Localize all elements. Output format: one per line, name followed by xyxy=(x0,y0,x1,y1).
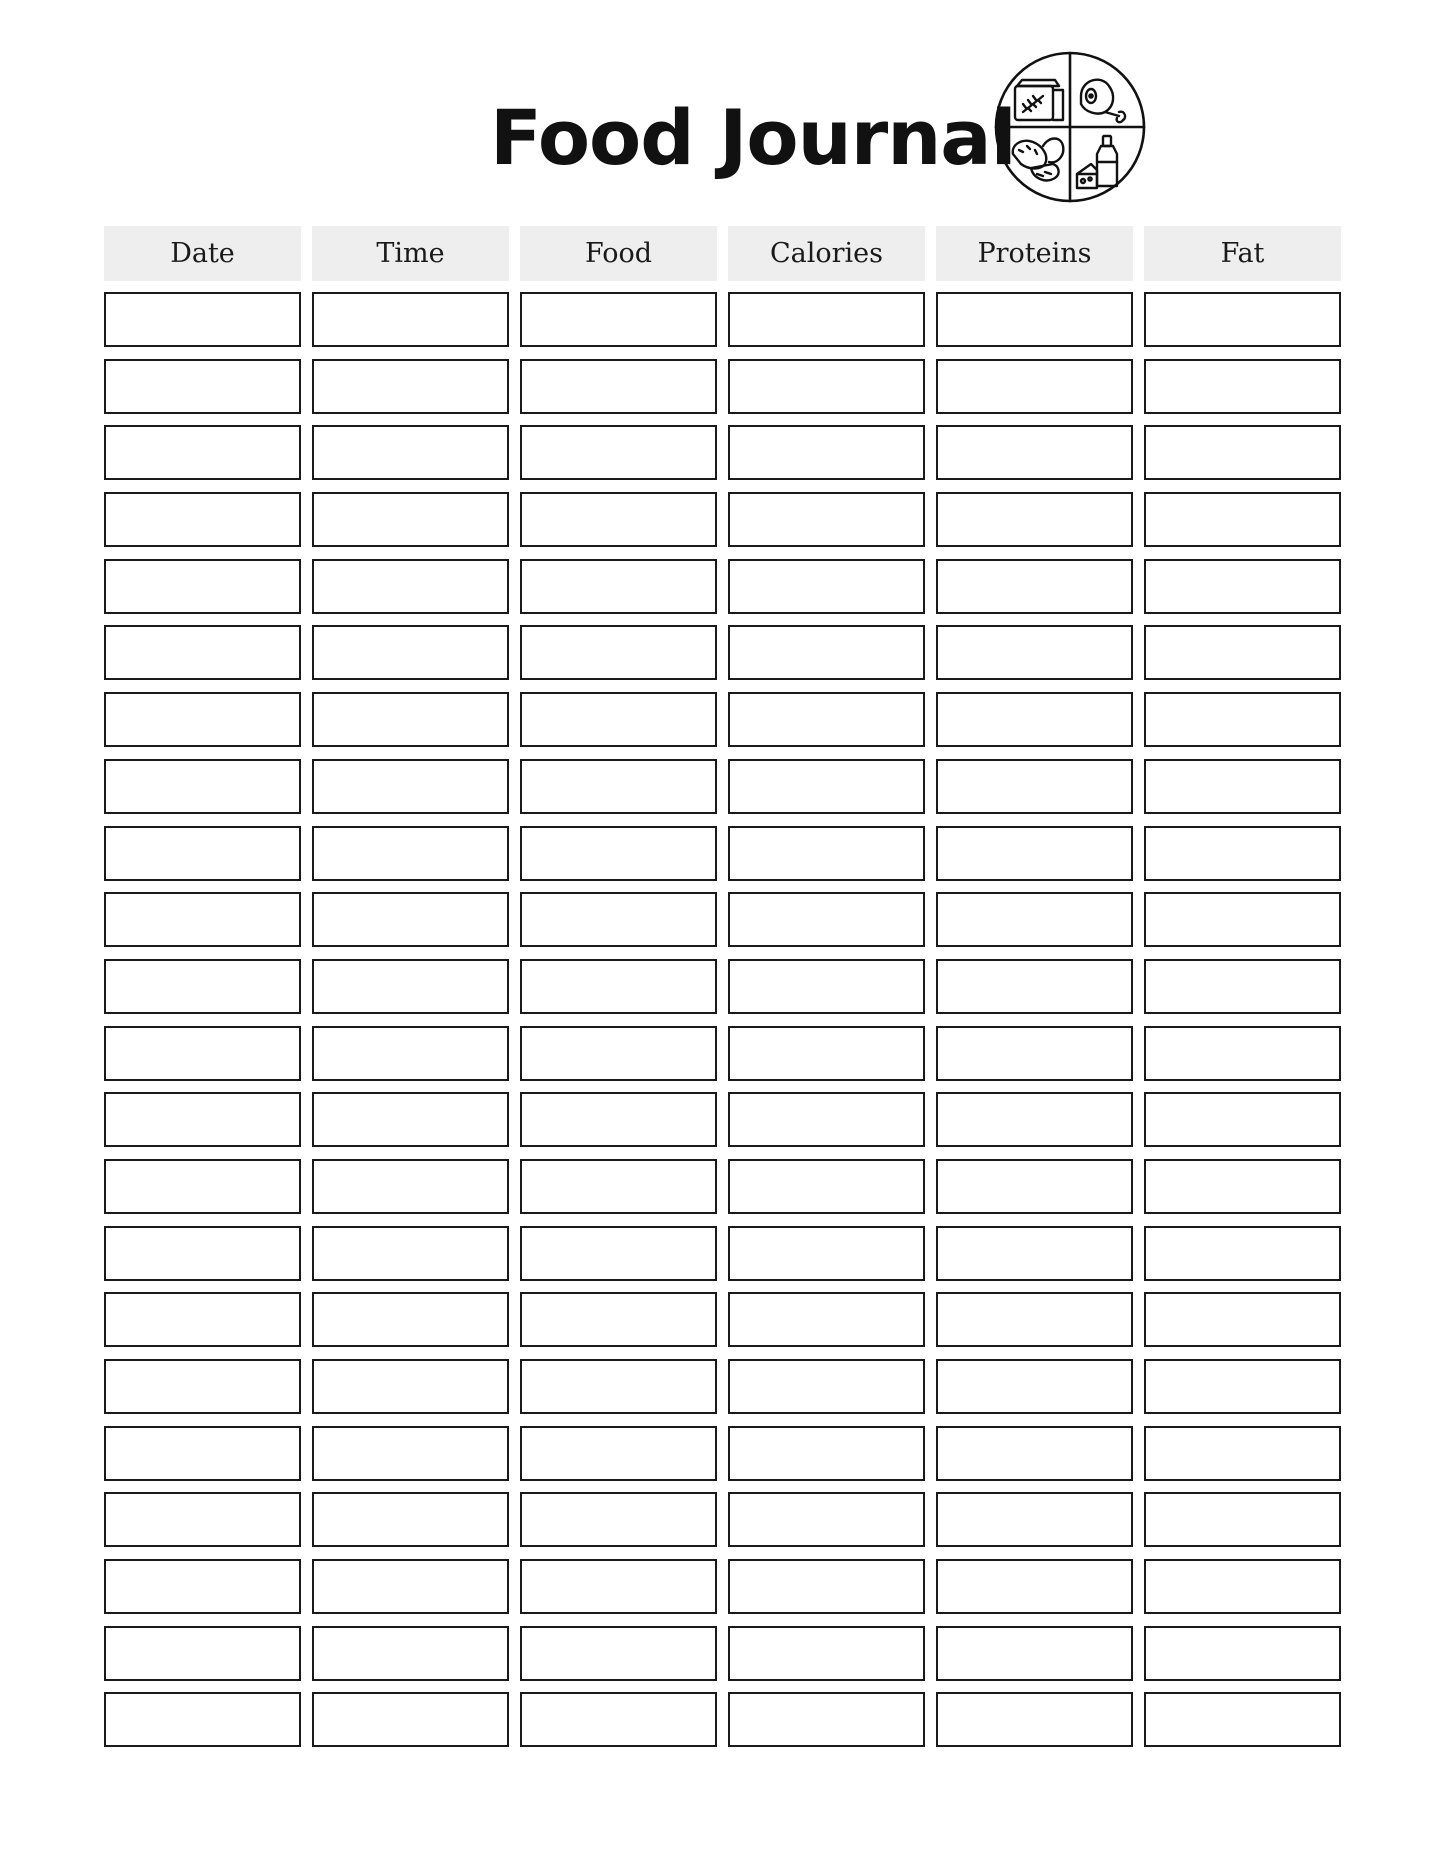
entry-cell-fat[interactable] xyxy=(1144,759,1341,814)
entry-cell-calories[interactable] xyxy=(728,1559,925,1614)
entry-cell-fat[interactable] xyxy=(1144,1426,1341,1481)
entry-cell-time[interactable] xyxy=(312,1692,509,1747)
entry-cell-date[interactable] xyxy=(104,1292,301,1347)
column-header-fat: Fat xyxy=(1144,226,1341,281)
entry-cell-date[interactable] xyxy=(104,826,301,881)
table-row xyxy=(104,292,1346,347)
entry-cell-food[interactable] xyxy=(520,1092,717,1147)
table-row xyxy=(104,959,1346,1014)
table-row xyxy=(104,625,1346,680)
page-header xyxy=(0,0,1445,215)
table-row xyxy=(104,759,1346,814)
entry-cell-proteins[interactable] xyxy=(936,1159,1133,1214)
entry-cell-proteins[interactable] xyxy=(936,559,1133,614)
entry-cell-proteins[interactable] xyxy=(936,1426,1133,1481)
entry-cell-proteins[interactable] xyxy=(936,1226,1133,1281)
entry-cell-food[interactable] xyxy=(520,559,717,614)
entry-cell-calories[interactable] xyxy=(728,1159,925,1214)
entry-cell-date[interactable] xyxy=(104,759,301,814)
entry-cell-calories[interactable] xyxy=(728,1226,925,1281)
vegetables-icon xyxy=(1013,139,1064,181)
entry-cell-fat[interactable] xyxy=(1144,826,1341,881)
entry-cell-food[interactable] xyxy=(520,1559,717,1614)
entry-cell-proteins[interactable] xyxy=(936,425,1133,480)
table-row xyxy=(104,1092,1346,1147)
entry-cell-date[interactable] xyxy=(104,1226,301,1281)
bread-bag-icon xyxy=(1015,80,1063,120)
entry-cell-time[interactable] xyxy=(312,359,509,414)
entry-cell-time[interactable] xyxy=(312,492,509,547)
entry-cell-date[interactable] xyxy=(104,959,301,1014)
entry-cell-time[interactable] xyxy=(312,559,509,614)
entry-cell-time[interactable] xyxy=(312,1492,509,1547)
entry-cell-time[interactable] xyxy=(312,625,509,680)
entry-cell-proteins[interactable] xyxy=(936,1692,1133,1747)
entry-cell-calories[interactable] xyxy=(728,559,925,614)
entry-cell-fat[interactable] xyxy=(1144,292,1341,347)
entry-cell-calories[interactable] xyxy=(728,1692,925,1747)
entry-cell-proteins[interactable] xyxy=(936,1626,1133,1681)
table-body xyxy=(104,292,1346,1759)
table-row xyxy=(104,1359,1346,1414)
entry-cell-date[interactable] xyxy=(104,1359,301,1414)
plate-food-groups-icon xyxy=(993,50,1147,204)
entry-cell-time[interactable] xyxy=(312,1359,509,1414)
entry-cell-proteins[interactable] xyxy=(936,759,1133,814)
entry-cell-food[interactable] xyxy=(520,1226,717,1281)
entry-cell-fat[interactable] xyxy=(1144,1359,1341,1414)
entry-cell-proteins[interactable] xyxy=(936,1559,1133,1614)
entry-cell-proteins[interactable] xyxy=(936,492,1133,547)
entry-cell-food[interactable] xyxy=(520,625,717,680)
table-row xyxy=(104,1692,1346,1747)
entry-cell-proteins[interactable] xyxy=(936,1026,1133,1081)
entry-cell-calories[interactable] xyxy=(728,1359,925,1414)
entry-cell-date[interactable] xyxy=(104,292,301,347)
entry-cell-food[interactable] xyxy=(520,1492,717,1547)
entry-cell-proteins[interactable] xyxy=(936,1292,1133,1347)
table-row xyxy=(104,1626,1346,1681)
entry-cell-food[interactable] xyxy=(520,1292,717,1347)
entry-cell-date[interactable] xyxy=(104,1559,301,1614)
entry-cell-fat[interactable] xyxy=(1144,1026,1341,1081)
entry-cell-food[interactable] xyxy=(520,892,717,947)
entry-cell-fat[interactable] xyxy=(1144,559,1341,614)
table-row xyxy=(104,1159,1346,1214)
entry-cell-date[interactable] xyxy=(104,425,301,480)
entry-cell-fat[interactable] xyxy=(1144,1692,1341,1747)
entry-cell-fat[interactable] xyxy=(1144,492,1341,547)
entry-cell-calories[interactable] xyxy=(728,1026,925,1081)
entry-cell-time[interactable] xyxy=(312,292,509,347)
table-row xyxy=(104,1292,1346,1347)
entry-cell-food[interactable] xyxy=(520,759,717,814)
table-row xyxy=(104,1026,1346,1081)
entry-cell-time[interactable] xyxy=(312,1292,509,1347)
entry-cell-time[interactable] xyxy=(312,1426,509,1481)
entry-cell-calories[interactable] xyxy=(728,692,925,747)
entry-cell-food[interactable] xyxy=(520,826,717,881)
entry-cell-date[interactable] xyxy=(104,492,301,547)
entry-cell-time[interactable] xyxy=(312,1559,509,1614)
entry-cell-proteins[interactable] xyxy=(936,625,1133,680)
page-title: Food Journal xyxy=(490,93,1016,182)
entry-cell-calories[interactable] xyxy=(728,892,925,947)
entry-cell-proteins[interactable] xyxy=(936,892,1133,947)
entry-cell-fat[interactable] xyxy=(1144,359,1341,414)
entry-cell-date[interactable] xyxy=(104,1692,301,1747)
column-header-calories: Calories xyxy=(728,226,925,281)
entry-cell-proteins[interactable] xyxy=(936,292,1133,347)
entry-cell-time[interactable] xyxy=(312,1092,509,1147)
entry-cell-fat[interactable] xyxy=(1144,1626,1341,1681)
entry-cell-date[interactable] xyxy=(104,559,301,614)
entry-cell-food[interactable] xyxy=(520,1426,717,1481)
entry-cell-date[interactable] xyxy=(104,692,301,747)
entry-cell-food[interactable] xyxy=(520,692,717,747)
table-row xyxy=(104,1226,1346,1281)
food-journal-table xyxy=(104,226,1346,1759)
table-row xyxy=(104,1492,1346,1547)
entry-cell-fat[interactable] xyxy=(1144,625,1341,680)
entry-cell-calories[interactable] xyxy=(728,1626,925,1681)
entry-cell-fat[interactable] xyxy=(1144,1092,1341,1147)
entry-cell-calories[interactable] xyxy=(728,1492,925,1547)
entry-cell-time[interactable] xyxy=(312,959,509,1014)
entry-cell-date[interactable] xyxy=(104,1492,301,1547)
entry-cell-food[interactable] xyxy=(520,1159,717,1214)
entry-cell-food[interactable] xyxy=(520,1026,717,1081)
entry-cell-date[interactable] xyxy=(104,359,301,414)
entry-cell-date[interactable] xyxy=(104,625,301,680)
entry-cell-fat[interactable] xyxy=(1144,1226,1341,1281)
entry-cell-time[interactable] xyxy=(312,425,509,480)
entry-cell-date[interactable] xyxy=(104,1159,301,1214)
entry-cell-fat[interactable] xyxy=(1144,425,1341,480)
entry-cell-fat[interactable] xyxy=(1144,1292,1341,1347)
entry-cell-food[interactable] xyxy=(520,359,717,414)
entry-cell-food[interactable] xyxy=(520,292,717,347)
table-row xyxy=(104,826,1346,881)
entry-cell-proteins[interactable] xyxy=(936,826,1133,881)
entry-cell-calories[interactable] xyxy=(728,625,925,680)
entry-cell-proteins[interactable] xyxy=(936,959,1133,1014)
entry-cell-fat[interactable] xyxy=(1144,1159,1341,1214)
entry-cell-time[interactable] xyxy=(312,1226,509,1281)
entry-cell-time[interactable] xyxy=(312,1159,509,1214)
column-header-date: Date xyxy=(104,226,301,281)
column-header-food: Food xyxy=(520,226,717,281)
entry-cell-calories[interactable] xyxy=(728,826,925,881)
entry-cell-proteins[interactable] xyxy=(936,1492,1133,1547)
entry-cell-fat[interactable] xyxy=(1144,692,1341,747)
entry-cell-date[interactable] xyxy=(104,1426,301,1481)
entry-cell-food[interactable] xyxy=(520,492,717,547)
entry-cell-calories[interactable] xyxy=(728,759,925,814)
table-header-row xyxy=(104,226,1346,281)
bottle-cheese-icon xyxy=(1077,136,1117,188)
table-row xyxy=(104,892,1346,947)
table-row xyxy=(104,559,1346,614)
table-row xyxy=(104,692,1346,747)
entry-cell-food[interactable] xyxy=(520,1626,717,1681)
entry-cell-fat[interactable] xyxy=(1144,1559,1341,1614)
entry-cell-fat[interactable] xyxy=(1144,1492,1341,1547)
entry-cell-food[interactable] xyxy=(520,1359,717,1414)
entry-cell-time[interactable] xyxy=(312,892,509,947)
entry-cell-time[interactable] xyxy=(312,1626,509,1681)
column-header-proteins: Proteins xyxy=(936,226,1133,281)
entry-cell-fat[interactable] xyxy=(1144,892,1341,947)
table-row xyxy=(104,492,1346,547)
entry-cell-proteins[interactable] xyxy=(936,1359,1133,1414)
table-row xyxy=(104,359,1346,414)
entry-cell-time[interactable] xyxy=(312,826,509,881)
ham-leg-icon xyxy=(1081,80,1125,123)
entry-cell-food[interactable] xyxy=(520,959,717,1014)
entry-cell-time[interactable] xyxy=(312,1026,509,1081)
entry-cell-calories[interactable] xyxy=(728,492,925,547)
table-row xyxy=(104,425,1346,480)
entry-cell-calories[interactable] xyxy=(728,292,925,347)
entry-cell-calories[interactable] xyxy=(728,1426,925,1481)
entry-cell-calories[interactable] xyxy=(728,1292,925,1347)
entry-cell-date[interactable] xyxy=(104,892,301,947)
entry-cell-time[interactable] xyxy=(312,692,509,747)
table-row xyxy=(104,1426,1346,1481)
entry-cell-date[interactable] xyxy=(104,1026,301,1081)
column-header-time: Time xyxy=(312,226,509,281)
entry-cell-date[interactable] xyxy=(104,1092,301,1147)
entry-cell-proteins[interactable] xyxy=(936,1092,1133,1147)
entry-cell-time[interactable] xyxy=(312,759,509,814)
entry-cell-calories[interactable] xyxy=(728,959,925,1014)
entry-cell-date[interactable] xyxy=(104,1626,301,1681)
table-row xyxy=(104,1559,1346,1614)
entry-cell-calories[interactable] xyxy=(728,359,925,414)
entry-cell-food[interactable] xyxy=(520,1692,717,1747)
entry-cell-fat[interactable] xyxy=(1144,959,1341,1014)
entry-cell-proteins[interactable] xyxy=(936,692,1133,747)
entry-cell-calories[interactable] xyxy=(728,425,925,480)
entry-cell-food[interactable] xyxy=(520,425,717,480)
entry-cell-proteins[interactable] xyxy=(936,359,1133,414)
entry-cell-calories[interactable] xyxy=(728,1092,925,1147)
